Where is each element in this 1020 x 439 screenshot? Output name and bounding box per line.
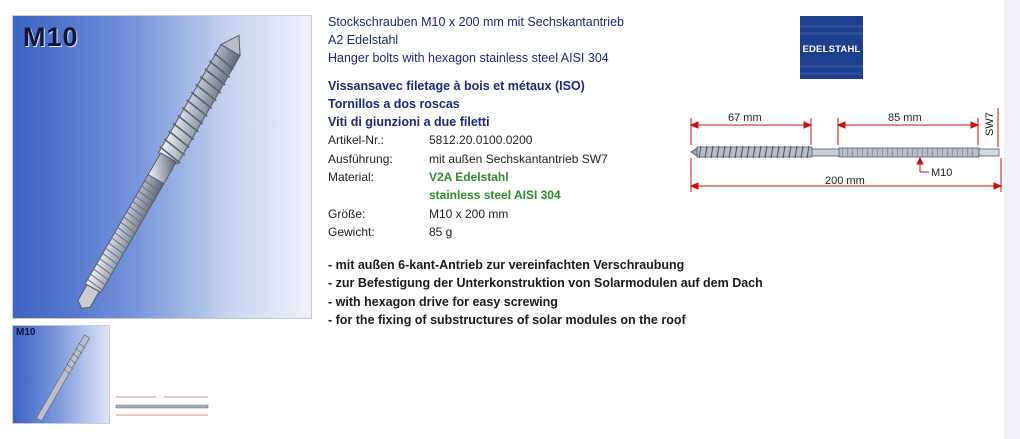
dimension-total-length-label: 200 mm bbox=[825, 175, 865, 187]
product-size-label: M10 bbox=[23, 22, 79, 52]
title-english: Hanger bolts with hexagon stainless steel AISI 304 bbox=[328, 51, 609, 65]
title-german: Stockschrauben M10 x 200 mm mit Sechskantantrieb bbox=[328, 15, 624, 29]
edelstahl-logo-text: EDELSTAHL bbox=[802, 44, 861, 55]
page-right-strip bbox=[1004, 0, 1020, 439]
spec-key-weight: Gewicht: bbox=[328, 225, 375, 239]
spec-key-article-number: Artikel-Nr.: bbox=[328, 133, 385, 147]
spec-value-version: mit außen Sechskantantrieb SW7 bbox=[429, 152, 608, 166]
dimension-wood-thread-label: 67 mm bbox=[728, 112, 762, 124]
feature-item: - for the fixing of substructures of solar modules on the roof bbox=[328, 313, 686, 327]
dimension-metric-thread-label: 85 mm bbox=[888, 112, 922, 124]
feature-item: - zur Befestigung der Unterkonstruktion von Solarmodulen auf dem Dach bbox=[328, 276, 763, 290]
thumbnail-bolt-illustration bbox=[13, 326, 109, 423]
title-material: A2 Edelstahl bbox=[328, 33, 399, 47]
drive-size-label: SW7 bbox=[984, 112, 996, 136]
spec-value-article-number: 5812.20.0100.0200 bbox=[429, 133, 533, 147]
thumbnail-product-photo[interactable] bbox=[12, 325, 110, 424]
spec-value-material: V2A Edelstahl bbox=[429, 170, 509, 184]
title-italian: Viti di giunzioni a due filetti bbox=[328, 115, 490, 129]
product-main-image[interactable] bbox=[12, 15, 312, 319]
thumbnail-technical-drawing[interactable] bbox=[112, 383, 214, 423]
edelstahl-logo bbox=[800, 16, 863, 79]
spec-value-weight: 85 g bbox=[429, 225, 453, 239]
spec-value-size: M10 x 200 mm bbox=[429, 207, 509, 221]
thumbnail-drawing-illustration bbox=[112, 383, 214, 423]
spec-key-version: Ausführung: bbox=[328, 152, 393, 166]
title-french: Vissansavec filetage à bois et métaux (ISO) bbox=[328, 79, 585, 93]
spec-key-material: Material: bbox=[328, 170, 375, 184]
spec-key-size: Größe: bbox=[328, 207, 366, 221]
title-spanish: Tornillos a dos roscas bbox=[328, 97, 460, 111]
thumbnail-size-label: M10 bbox=[16, 327, 36, 338]
technical-drawing bbox=[683, 100, 1003, 200]
hanger-bolt-illustration bbox=[13, 16, 311, 318]
technical-drawing-svg bbox=[683, 100, 1003, 200]
thread-size-label: M10 bbox=[931, 167, 953, 179]
feature-item: - mit außen 6-kant-Antrieb zur vereinfachten Verschraubung bbox=[328, 258, 685, 272]
feature-item: - with hexagon drive for easy screwing bbox=[328, 295, 558, 309]
spec-value-material-en: stainless steel AISI 304 bbox=[429, 188, 561, 202]
